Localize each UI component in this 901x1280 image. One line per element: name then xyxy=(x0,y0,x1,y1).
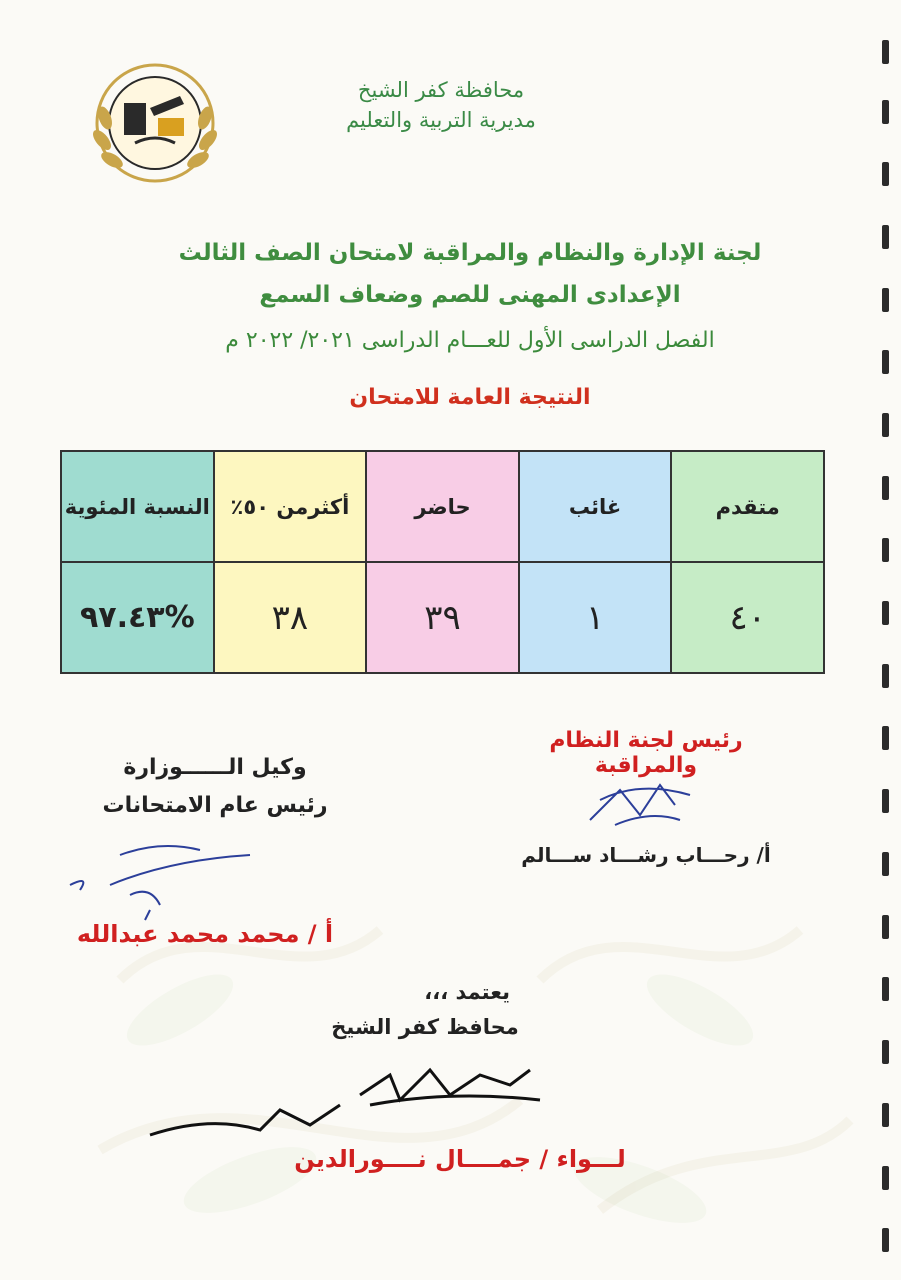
governorate-name: محافظة كفر الشيخ xyxy=(357,78,525,102)
header-over-50: أكثرمن ٥٠٪ xyxy=(214,451,367,562)
term-line: الفصل الدراسى الأول للعـــام الدراسى ٢٠٢١/ ٢٠٢٢ م xyxy=(225,328,715,353)
result-title: النتيجة العامة للامتحان xyxy=(349,385,591,410)
result-table xyxy=(60,450,825,674)
approve-label: يعتمد ،،، xyxy=(424,980,510,1004)
directorate-logo xyxy=(80,48,230,198)
governor-name: لـــواء / جمــــال نــــورالدين xyxy=(294,1145,626,1173)
header-applicants: متقدم xyxy=(671,451,824,562)
governor-title: محافظ كفر الشيخ xyxy=(331,1015,519,1039)
deputy-title: وكيل الــــــوزارة xyxy=(123,755,307,780)
value-over-50: ٣٨ xyxy=(214,562,367,673)
header-present: حاضر xyxy=(366,451,519,562)
value-applicants: ٤٠ xyxy=(671,562,824,673)
committee-title-line2: الإعدادى المهنى للصم وضعاف السمع xyxy=(259,282,681,308)
value-percentage: %٩٧.٤٣ xyxy=(61,562,214,673)
chair-name: أ/ رحـــاب رشـــاد ســـالم xyxy=(521,843,771,867)
committee-title-line1: لجنة الإدارة والنظام والمراقبة لامتحان الصف الثالث xyxy=(178,240,762,266)
table-values-row xyxy=(61,562,824,673)
header-absent: غائب xyxy=(519,451,672,562)
header-percentage: النسبة المئوية xyxy=(61,451,214,562)
value-absent: ١ xyxy=(519,562,672,673)
value-present: ٣٩ xyxy=(366,562,519,673)
table-header-row xyxy=(61,451,824,562)
exams-head-title: رئيس عام الامتحانات xyxy=(102,793,328,818)
signature-deputy xyxy=(50,835,270,925)
binding-holes xyxy=(879,30,889,1260)
signature-governor xyxy=(130,1055,550,1155)
deputy-name: أ / محمد محمد عبدالله xyxy=(76,920,334,948)
chair-title: رئيس لجنة النظام والمراقبة xyxy=(549,728,743,778)
directorate-name: مديرية التربية والتعليم xyxy=(346,108,536,132)
signature-chair xyxy=(580,770,700,840)
